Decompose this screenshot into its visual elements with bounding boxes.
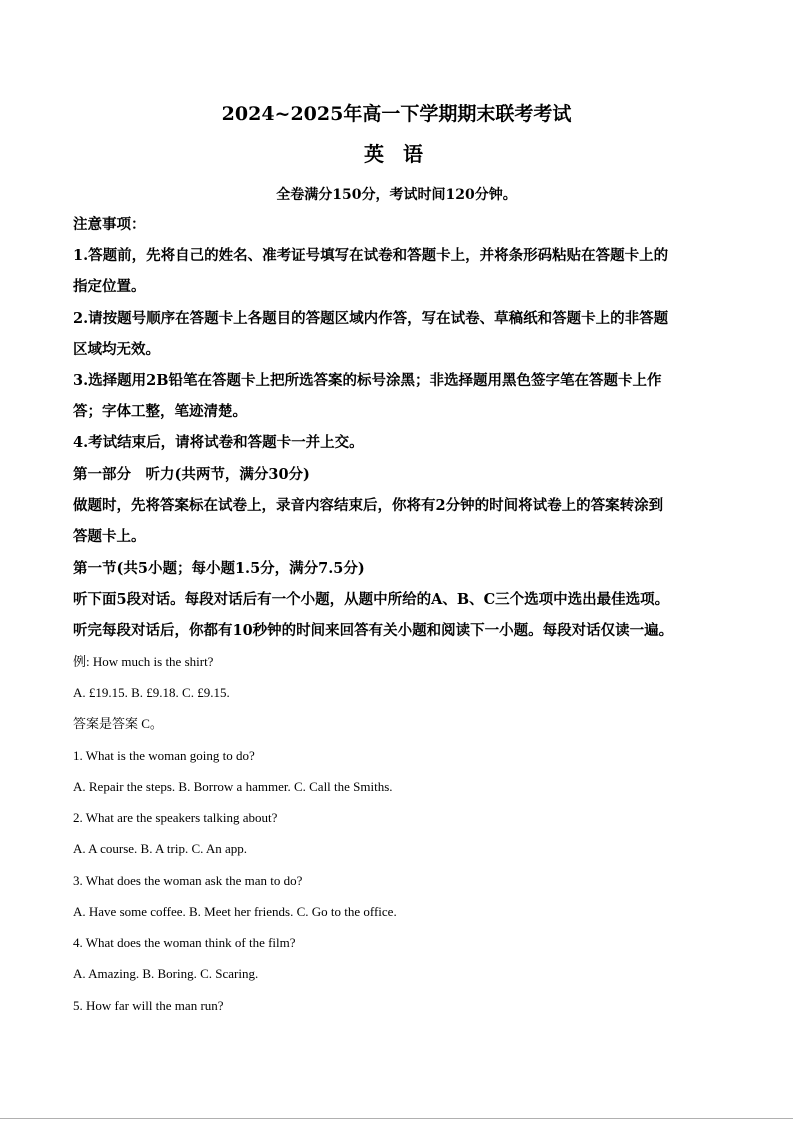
- note-line: 1.答题前，先将自己的姓名、准考证号填写在试卷和答题卡上，并将条形码粘贴在答题卡上的: [73, 247, 669, 264]
- question-3-options: A. Have some coffee. B. Meet her friends. C. Go to the office.: [73, 904, 397, 919]
- part1-intro-line: 做题时，先将答案标在试卷上，录音内容结束后，你将有2分钟的时间将试卷上的答案转涂到: [73, 497, 664, 514]
- question-1-options: A. Repair the steps. B. Borrow a hammer. C. Call the Smiths.: [73, 779, 393, 794]
- question-5: 5. How far will the man run?: [73, 998, 224, 1013]
- notes-heading: 注意事项：: [73, 216, 146, 233]
- question-3: 3. What does the woman ask the man to do?: [73, 873, 303, 888]
- example-question: 例: How much is the shirt?: [73, 654, 214, 669]
- question-4-options: A. Amazing. B. Boring. C. Scaring.: [73, 966, 259, 981]
- part1-intro-line: 答题卡上。: [73, 528, 146, 545]
- example-options: A. £19.15. B. £9.18. C. £9.15.: [73, 685, 230, 700]
- page-bottom-rule: [0, 1118, 793, 1119]
- note-line: 答；字体工整，笔迹清楚。: [73, 403, 247, 420]
- note-line: 2.请按题号顺序在答题卡上各题目的答题区域内作答，写在试卷、草稿纸和答题卡上的非答题: [73, 310, 669, 327]
- note-line: 4.考试结束后，请将试卷和答题卡一并上交。: [73, 434, 364, 451]
- note-line: 区域均无效。: [73, 341, 160, 358]
- exam-title: 2024~2025年高一下学期期末联考考试: [221, 103, 572, 125]
- subject-title: 英 语: [364, 142, 429, 166]
- note-line: 3.选择题用2B铅笔在答题卡上把所选答案的标号涂黑；非选择题用黑色签字笔在答题卡上作: [73, 372, 662, 389]
- exam-info: 全卷满分150分，考试时间120分钟。: [276, 187, 517, 203]
- question-2-options: A. A course. B. A trip. C. An app.: [73, 841, 248, 856]
- note-line: 指定位置。: [73, 278, 146, 295]
- section1-line: 听下面5段对话。每段对话后有一个小题，从题中所给的A、B、C三个选项中选出最佳选项。: [73, 591, 670, 608]
- part1-heading: 第一部分 听力(共两节，满分30分): [73, 466, 310, 483]
- section1-line: 听完每段对话后，你都有10秒钟的时间来回答有关小题和阅读下一小题。每段对话仅读一遍。: [73, 622, 674, 639]
- section1-heading: 第一节(共5小题；每小题1.5分，满分7.5分): [73, 560, 365, 577]
- question-1: 1. What is the woman going to do?: [73, 748, 255, 763]
- example-answer: 答案是答案 C。: [73, 716, 163, 731]
- question-4: 4. What does the woman think of the film?: [73, 935, 296, 950]
- question-2: 2. What are the speakers talking about?: [73, 810, 278, 825]
